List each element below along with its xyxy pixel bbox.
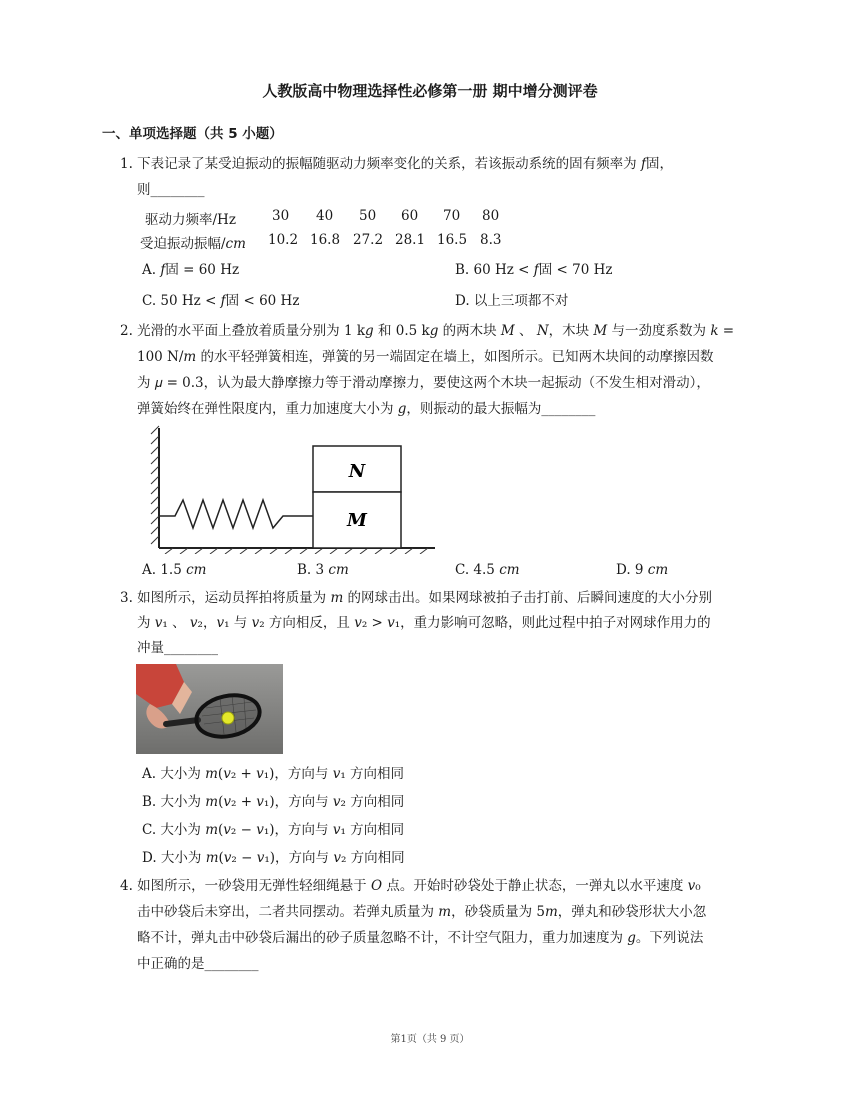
block-n-label: N: [348, 461, 366, 482]
table-cell: 30: [272, 208, 290, 224]
table-cell: 10.2: [268, 232, 299, 248]
q1-option-c[interactable]: C. 50 Hz < 𝑓固 < 60 Hz: [142, 293, 300, 309]
q4-stem-line1: 4. 如图所示，一砂袋用无弹性轻细绳悬于 𝑂 点。开始时砂袋处于静止状态，一弹丸以水平速度 𝑣₀: [120, 878, 701, 894]
q3-option-a[interactable]: A. 大小为 𝑚(𝑣₂ + 𝑣₁)，方向与 𝑣₁ 方向相同: [142, 766, 405, 782]
block-m-label: M: [347, 510, 367, 531]
q4-stem-line2: 击中砂袋后未穿出，二者共同摆动。若弹丸质量为 𝑚，砂袋质量为 5𝑚，弹丸和砂袋形状大小忽: [137, 904, 707, 920]
table-cell: 16.8: [310, 232, 341, 248]
q2-option-d[interactable]: D. 9 𝑐𝑚: [616, 562, 669, 578]
q4-stem-line3: 略不计，弹丸击中砂袋后漏出的砂子质量忽略不计，不计空气阻力，重力加速度为 𝑔。下列说法: [137, 930, 704, 946]
spring-blocks-figure: [145, 424, 445, 554]
tennis-ball: [222, 712, 234, 724]
table-cell: 8.3: [480, 232, 502, 248]
section-heading: 一、单项选择题（共 5 小题）: [102, 126, 283, 142]
table-cell: 16.5: [437, 232, 468, 248]
table-cell: 80: [482, 208, 500, 224]
q3-stem-line3: 冲量________: [137, 640, 218, 656]
page-title: 人教版高中物理选择性必修第一册 期中增分测评卷: [262, 82, 598, 100]
q1-stem-line2: 则________: [137, 182, 205, 198]
spring: [159, 500, 313, 528]
table-cell: 28.1: [395, 232, 426, 248]
table-cell: 40: [316, 208, 334, 224]
q2-stem-line1: 2. 光滑的水平面上叠放着质量分别为 1 k𝑔 和 0.5 k𝑔 的两木块 𝑀 、 𝑁，木块 𝑀 与一劲度系数为 𝑘 =: [120, 323, 735, 339]
q2-option-c[interactable]: C. 4.5 𝑐𝑚: [455, 562, 520, 578]
table-cell: 27.2: [353, 232, 384, 248]
q1-option-d[interactable]: D. 以上三项都不对: [455, 293, 569, 309]
table-row1-label: 驱动力频率/Hz: [145, 212, 236, 228]
q3-option-b[interactable]: B. 大小为 𝑚(𝑣₂ + 𝑣₁)，方向与 𝑣₂ 方向相同: [142, 794, 405, 810]
q2-option-a[interactable]: A. 1.5 𝑐𝑚: [142, 562, 207, 578]
page-footer: 第1页（共 9 页）: [390, 1034, 470, 1045]
q2-stem-line2: 100 N/𝑚 的水平轻弹簧相连，弹簧的另一端固定在墙上，如图所示。已知两木块间的动摩擦因数: [137, 349, 714, 365]
q3-stem-line2: 为 𝑣₁ 、 𝑣₂，𝑣₁ 与 𝑣₂ 方向相反，且 𝑣₂ > 𝑣₁，重力影响可忽略，则此过程中拍子对网球作用力的: [137, 615, 711, 631]
q1-option-a[interactable]: A. 𝑓固 = 60 Hz: [142, 262, 240, 278]
q1-stem-line1: 1. 下表记录了某受迫振动的振幅随驱动力频率变化的关系，若该振动系统的固有频率为 𝑓固，: [120, 156, 673, 172]
table-cell: 70: [443, 208, 461, 224]
table-cell: 50: [359, 208, 377, 224]
tennis-racket-photo: [136, 664, 283, 754]
q2-stem-line3: 为 𝜇 = 0.3，认为最大静摩擦力等于滑动摩擦力，要使这两个木块一起振动（不发生相对滑动），: [137, 375, 710, 391]
q2-option-b[interactable]: B. 3 𝑐𝑚: [297, 562, 349, 578]
table-cell: 60: [401, 208, 419, 224]
q1-data-table: [0, 0, 860, 260]
table-row2-label: 受迫振动振幅/𝑐𝑚: [140, 236, 246, 252]
q1-option-b[interactable]: B. 60 Hz < 𝑓固 < 70 Hz: [455, 262, 613, 278]
q3-option-c[interactable]: C. 大小为 𝑚(𝑣₂ − 𝑣₁)，方向与 𝑣₁ 方向相同: [142, 822, 405, 838]
q2-stem-line4: 弹簧始终在弹性限度内，重力加速度大小为 𝑔，则振动的最大振幅为________: [137, 401, 596, 417]
q3-stem-line1: 3. 如图所示，运动员挥拍将质量为 𝑚 的网球击出。如果网球被拍子击打前、后瞬间速度的大小分别: [120, 590, 713, 606]
q3-option-d[interactable]: D. 大小为 𝑚(𝑣₂ − 𝑣₁)，方向与 𝑣₂ 方向相同: [142, 850, 405, 866]
q4-stem-line4: 中正确的是________: [137, 956, 259, 972]
